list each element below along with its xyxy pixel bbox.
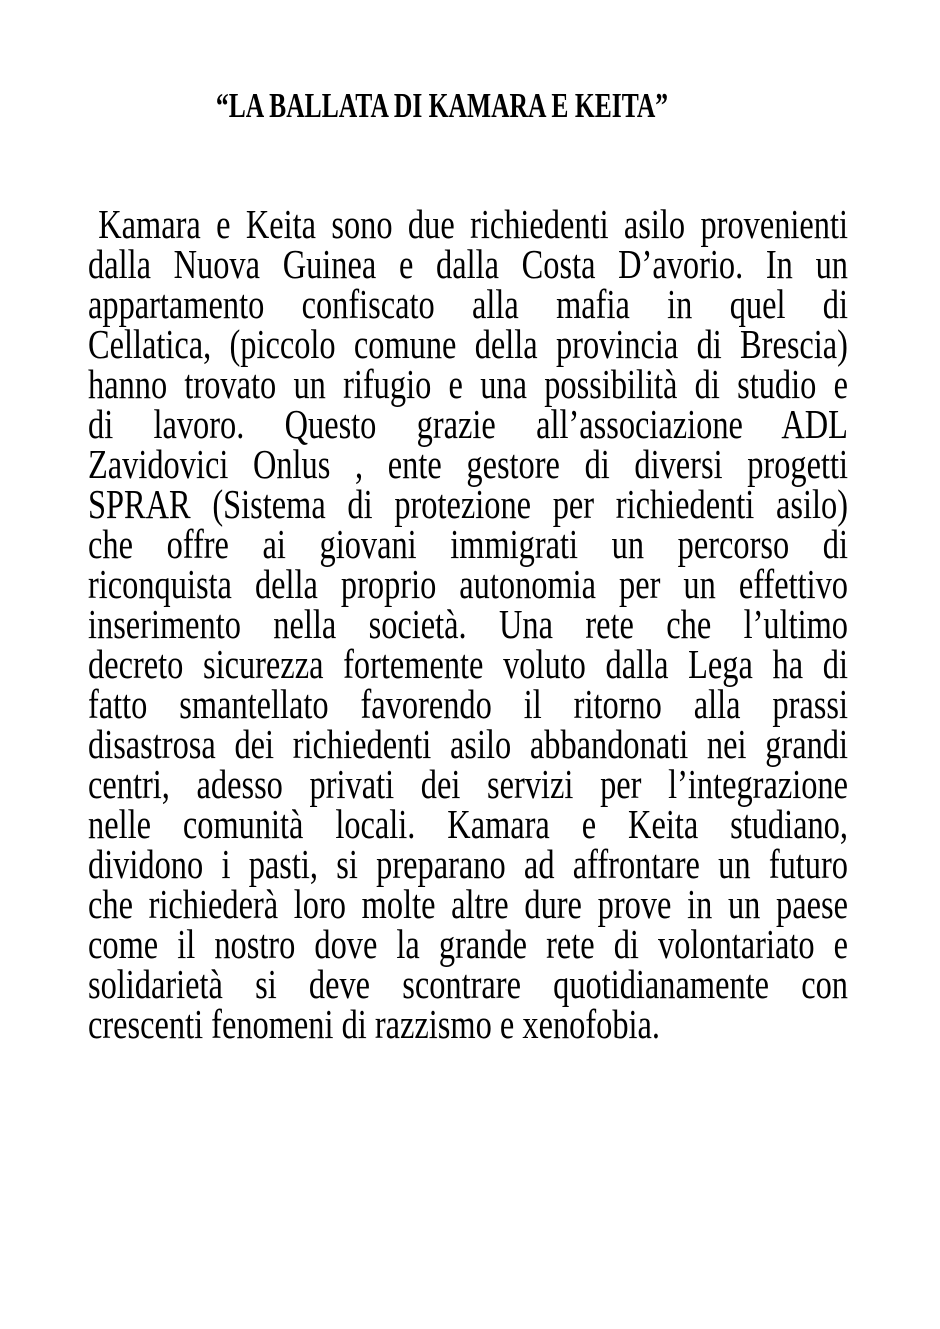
- paragraph-line: centri, adesso privati dei servizi per l’integrazione: [88, 761, 848, 807]
- paragraph-line: hanno trovato un rifugio e una possibilità di studio e: [88, 361, 848, 407]
- body-paragraph: [88, 201, 848, 1047]
- paragraph-line: solidarietà si deve scontrare quotidianamente con: [88, 961, 848, 1007]
- paragraph-line: come il nostro dove la grande rete di volontariato e: [88, 921, 848, 967]
- paragraph-line: che offre ai giovani immigrati un percorso di: [88, 521, 848, 567]
- paragraph-line: appartamento confiscato alla mafia in quel di: [88, 281, 848, 327]
- paragraph-line: inserimento nella società. Una rete che l’ultimo: [88, 601, 848, 647]
- paragraph-line: dividono i pasti, si preparano ad affrontare un futuro: [88, 841, 848, 887]
- paragraph-line: che richiederà loro molte altre dure prove in un paese: [88, 881, 848, 927]
- paragraph-line: riconquista della proprio autonomia per un effettivo: [88, 561, 848, 607]
- paragraph-line: crescenti fenomeni di razzismo e xenofobia.: [88, 1001, 660, 1047]
- paragraph-line: SPRAR (Sistema di protezione per richiedenti asilo): [88, 481, 848, 527]
- paragraph-line: di lavoro. Questo grazie all’associazione ADL: [88, 401, 848, 447]
- paragraph-line: Zavidovici Onlus , ente gestore di diversi progetti: [88, 441, 848, 487]
- paragraph-line: dalla Nuova Guinea e dalla Costa D’avorio. In un: [88, 241, 848, 287]
- paragraph-line: Kamara e Keita sono due richiedenti asilo provenienti: [98, 201, 848, 247]
- paragraph-line: nelle comunità locali. Kamara e Keita studiano,: [88, 801, 848, 847]
- paragraph-line: Cellatica, (piccolo comune della provincia di Brescia): [88, 321, 848, 367]
- document-title: “LA BALLATA DI KAMARA E KEITA”: [215, 86, 669, 125]
- paragraph-line: disastrosa dei richiedenti asilo abbandonati nei grandi: [88, 721, 848, 767]
- paragraph-line: fatto smantellato favorendo il ritorno alla prassi: [88, 681, 848, 727]
- paragraph-line: decreto sicurezza fortemente voluto dalla Lega ha di: [88, 641, 848, 687]
